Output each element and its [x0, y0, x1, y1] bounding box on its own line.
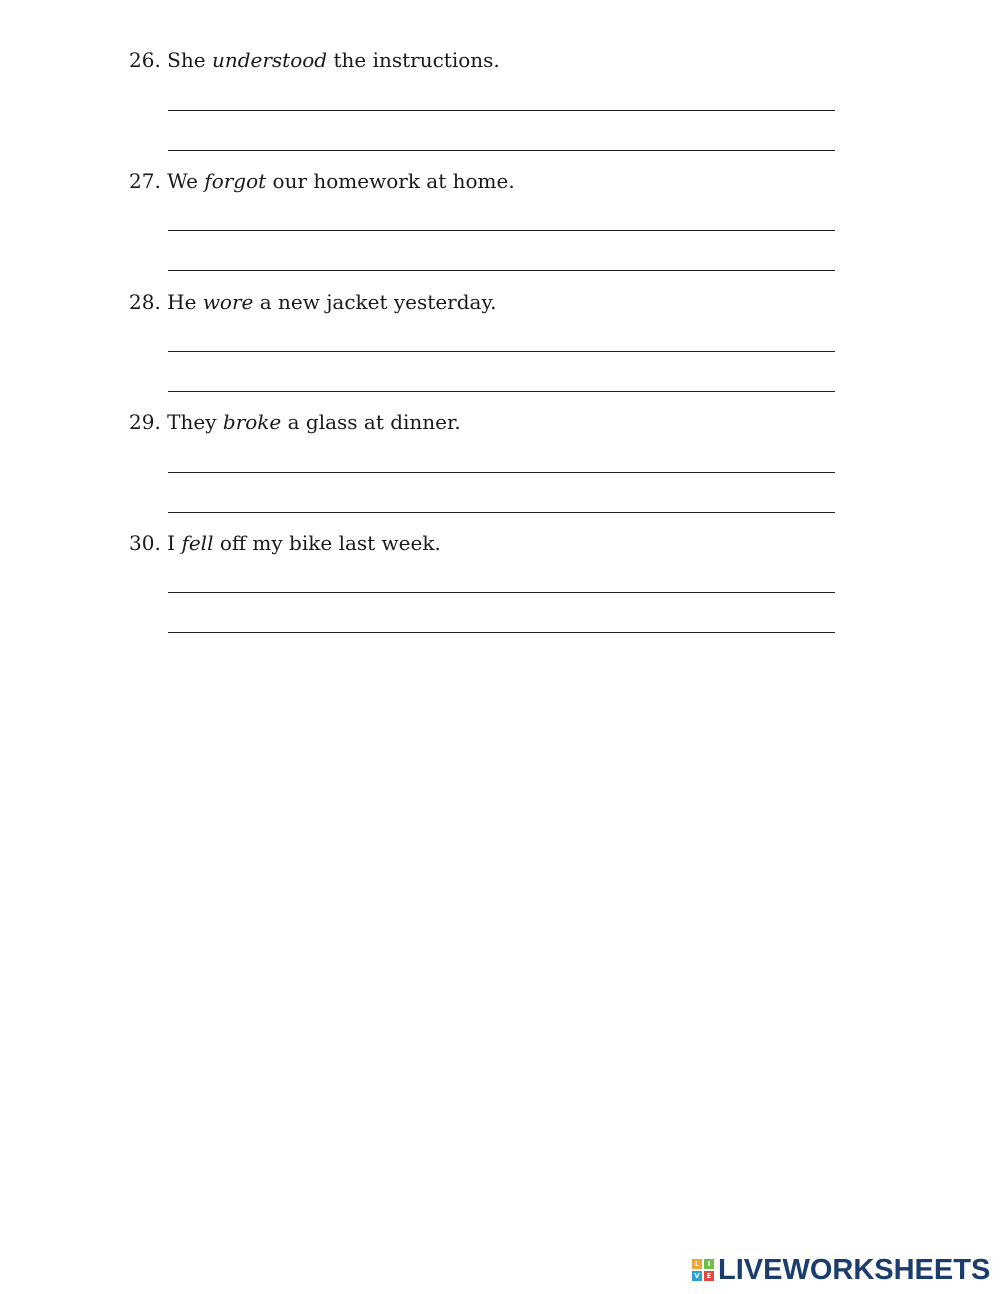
question-26	[129, 48, 500, 72]
question-number: 29.	[129, 410, 161, 434]
answer-input-29b[interactable]	[168, 488, 835, 513]
liveworksheets-brand	[692, 1253, 990, 1287]
answer-input-27b[interactable]	[168, 246, 835, 271]
question-text-after: the instructions.	[327, 48, 500, 72]
answer-input-28a[interactable]	[168, 327, 835, 352]
question-verb: forgot	[204, 169, 267, 193]
question-verb: understood	[211, 48, 328, 72]
question-text-before: He	[160, 290, 203, 314]
question-text-before: I	[160, 531, 182, 555]
answer-input-28b[interactable]	[168, 367, 835, 392]
question-text-after: a glass at dinner.	[281, 410, 461, 434]
answer-input-27a[interactable]	[168, 206, 835, 231]
answer-input-26a[interactable]	[168, 86, 835, 111]
question-number: 27.	[129, 169, 161, 193]
question-text-after: a new jacket yesterday.	[253, 290, 497, 314]
answer-input-30b[interactable]	[168, 608, 835, 633]
question-text-after: off my bike last week.	[213, 531, 441, 555]
brand-name: LIVEWORKSHEETS	[718, 1254, 991, 1286]
question-number: 26.	[129, 48, 161, 72]
question-verb: broke	[222, 410, 282, 434]
question-text-before: We	[160, 169, 205, 193]
question-verb: fell	[181, 531, 214, 555]
question-verb: wore	[202, 290, 254, 314]
answer-input-29a[interactable]	[168, 448, 835, 473]
question-28	[129, 290, 496, 314]
question-number: 28.	[129, 290, 161, 314]
question-text-before: She	[160, 48, 212, 72]
logo-tile-l: L	[692, 1259, 702, 1269]
question-number: 30.	[129, 531, 161, 555]
liveworksheets-logo-icon	[692, 1259, 714, 1281]
question-29	[129, 410, 461, 434]
logo-tile-i: I	[704, 1259, 714, 1269]
logo-tile-v: V	[692, 1271, 702, 1281]
answer-input-30a[interactable]	[168, 568, 835, 593]
question-27	[129, 169, 515, 193]
answer-input-26b[interactable]	[168, 126, 835, 151]
logo-tile-e: E	[704, 1271, 714, 1281]
question-text-after: our homework at home.	[266, 169, 515, 193]
question-30	[129, 531, 441, 555]
question-text-before: They	[160, 410, 223, 434]
